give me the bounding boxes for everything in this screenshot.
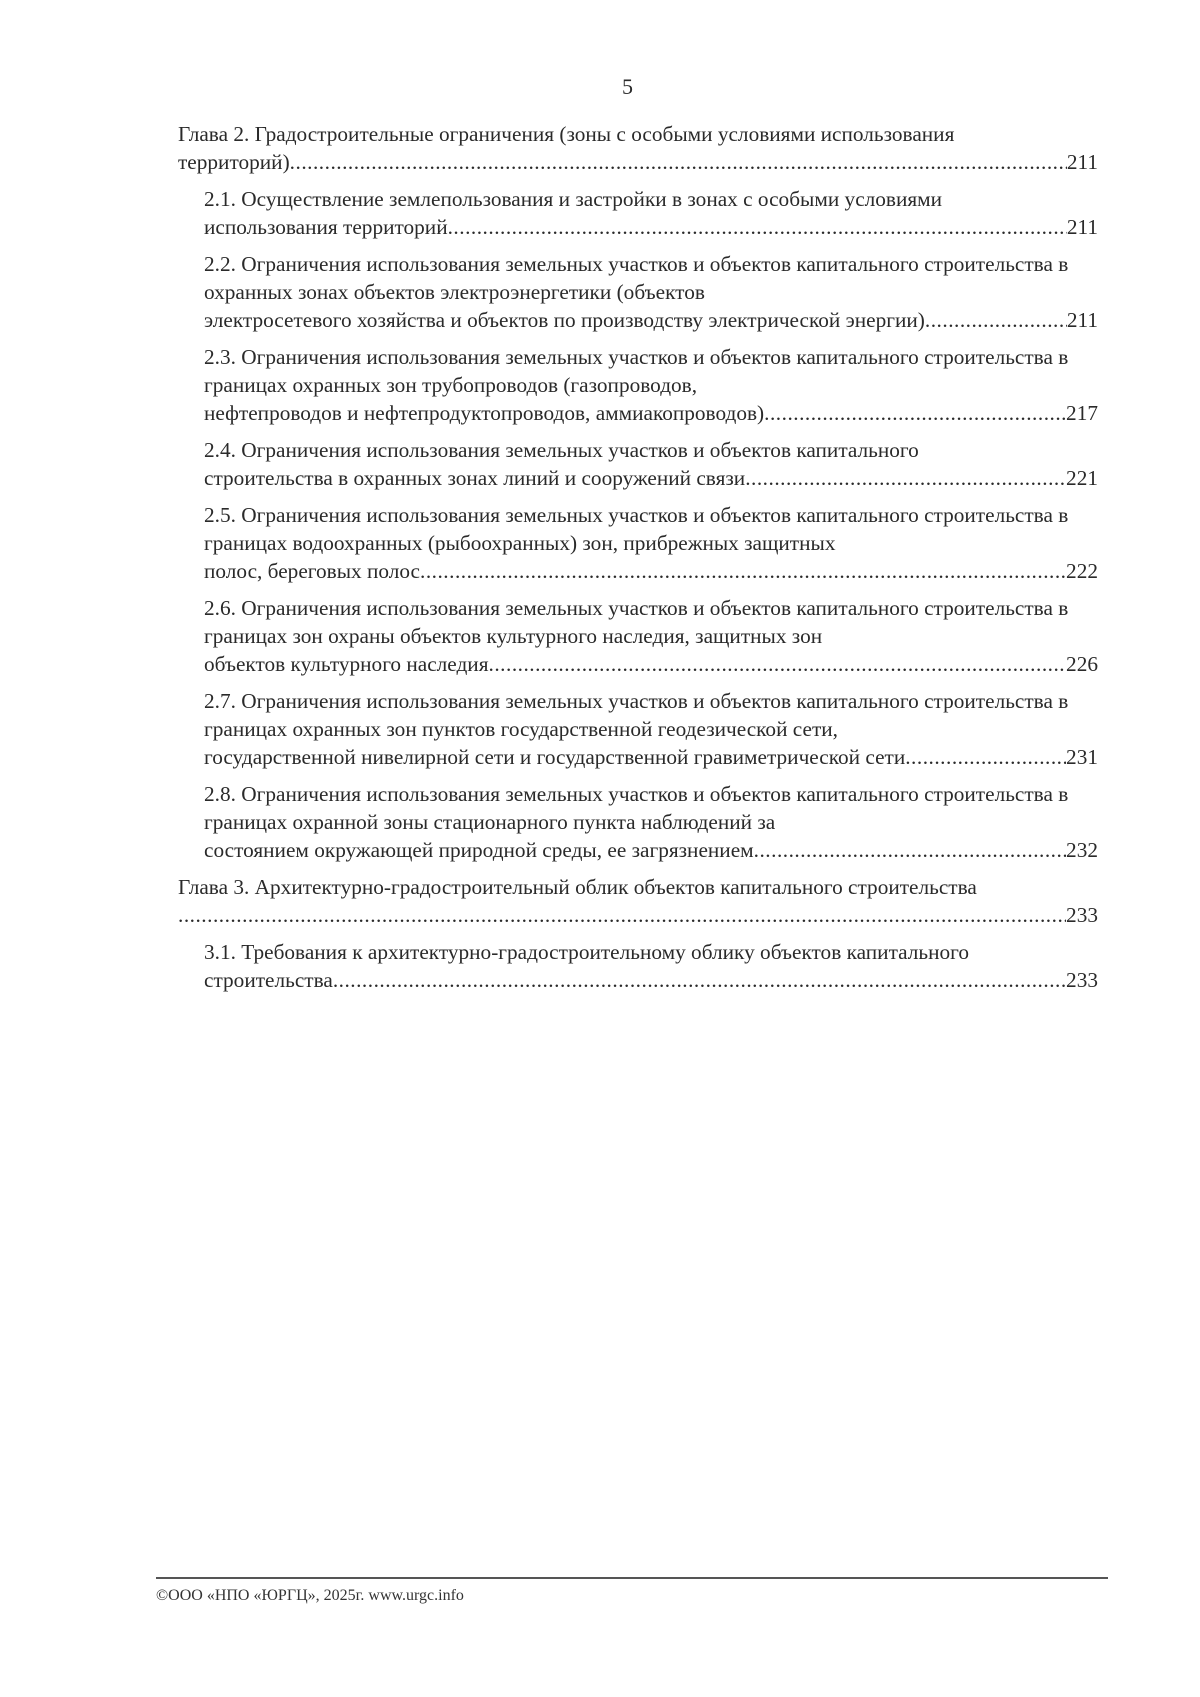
table-of-contents	[178, 120, 1098, 1003]
toc-entry-text: 2.1. Осуществление землепользования и застройки в зонах с особыми условиями	[204, 187, 943, 211]
toc-entry-2-3[interactable]	[178, 343, 1098, 427]
toc-page-number: 217	[1066, 401, 1098, 425]
toc-entry-2-1[interactable]	[178, 185, 1098, 241]
leader-dots	[905, 743, 1066, 771]
toc-entry-2-7[interactable]	[178, 687, 1098, 771]
toc-entry-tail: состоянием окружающей природной среды, ее загрязнением	[204, 838, 754, 862]
page-number: 5	[622, 74, 633, 99]
toc-entry-tail: строительства	[204, 968, 333, 992]
toc-entry-2-6[interactable]	[178, 594, 1098, 678]
toc-entry-2-4[interactable]	[178, 436, 1098, 492]
toc-entry-tail: полос, береговых полос	[204, 559, 420, 583]
toc-entry-chapter-2[interactable]	[178, 120, 1098, 176]
toc-page-number: 232	[1066, 838, 1098, 862]
toc-entry-text: Глава 2. Градостроительные ограничения (зоны с особыми условиями использования	[178, 122, 955, 146]
toc-entry-tail: использования территорий	[204, 215, 448, 239]
toc-entry-text: 2.7. Ограничения использования земельных участков и объектов капитального строительства в границах охранных зон пунктов государственной геодезической сети,	[204, 689, 1069, 741]
toc-page-number: 221	[1066, 466, 1098, 490]
footer-copyright: ©ООО «НПО «ЮРГЦ», 2025г. www.urgc.info	[156, 1587, 464, 1604]
toc-entry-tail: строительства в охранных зонах линий и сооружений связи	[204, 466, 746, 490]
toc-entry-2-2[interactable]	[178, 250, 1098, 334]
toc-entry-tail: территорий)	[178, 150, 290, 174]
toc-entry-text: 2.5. Ограничения использования земельных участков и объектов капитального строительства в границах водоохранных (рыбоохранных) зон, прибрежных защитных	[204, 503, 1069, 555]
leader-dots	[745, 464, 1066, 492]
leader-dots	[925, 306, 1067, 334]
toc-entry-text: 2.2. Ограничения использования земельных участков и объектов капитального строительства в охранных зонах объектов электроэнергетики (объектов	[204, 252, 1069, 304]
footer-divider	[156, 1577, 1108, 1579]
toc-entry-text: 2.8. Ограничения использования земельных участков и объектов капитального строительства в границах охранной зоны стационарного пункта наблюдений за	[204, 782, 1069, 834]
toc-entry-text: 2.6. Ограничения использования земельных участков и объектов капитального строительства в границах зон охраны объектов культурного наследия, защитных зон	[204, 596, 1069, 648]
toc-entry-text: 3.1. Требования к архитектурно-градостроительному облику объектов капитального	[204, 940, 970, 964]
toc-entry-2-5[interactable]	[178, 501, 1098, 585]
toc-entry-text: Глава 3. Архитектурно-градостроительный облик объектов капитального строительства	[178, 875, 977, 899]
toc-page-number: 231	[1066, 745, 1098, 769]
toc-page-number: 211	[1066, 150, 1098, 174]
toc-entry-3-1[interactable]	[178, 938, 1098, 994]
leader-dots	[178, 901, 1066, 929]
leader-dots	[420, 557, 1066, 585]
toc-page-number: 233	[1066, 968, 1098, 992]
toc-entry-tail: объектов культурного наследия	[204, 652, 489, 676]
leader-dots	[333, 966, 1066, 994]
leader-dots	[754, 836, 1066, 864]
leader-dots	[489, 650, 1067, 678]
toc-entry-chapter-3[interactable]	[178, 873, 1098, 929]
toc-page-number: 233	[1066, 903, 1098, 927]
toc-entry-tail: нефтепроводов и нефтепродуктопроводов, аммиакопроводов)	[204, 401, 765, 425]
toc-entry-text: 2.3. Ограничения использования земельных участков и объектов капитального строительства в границах охранных зон трубопроводов (газопроводов,	[204, 345, 1069, 397]
toc-entry-text: 2.4. Ограничения использования земельных участков и объектов капитального	[204, 438, 919, 462]
toc-entry-tail: государственной нивелирной сети и государственной гравиметрической сети	[204, 745, 906, 769]
toc-page-number: 226	[1066, 652, 1098, 676]
leader-dots	[448, 213, 1067, 241]
leader-dots	[764, 399, 1066, 427]
leader-dots	[290, 148, 1067, 176]
toc-page-number: 211	[1066, 308, 1098, 332]
toc-entry-2-8[interactable]	[178, 780, 1098, 864]
toc-page-number: 211	[1066, 215, 1098, 239]
toc-page-number: 222	[1066, 559, 1098, 583]
toc-entry-tail: электросетевого хозяйства и объектов по производству электрической энергии)	[204, 308, 925, 332]
